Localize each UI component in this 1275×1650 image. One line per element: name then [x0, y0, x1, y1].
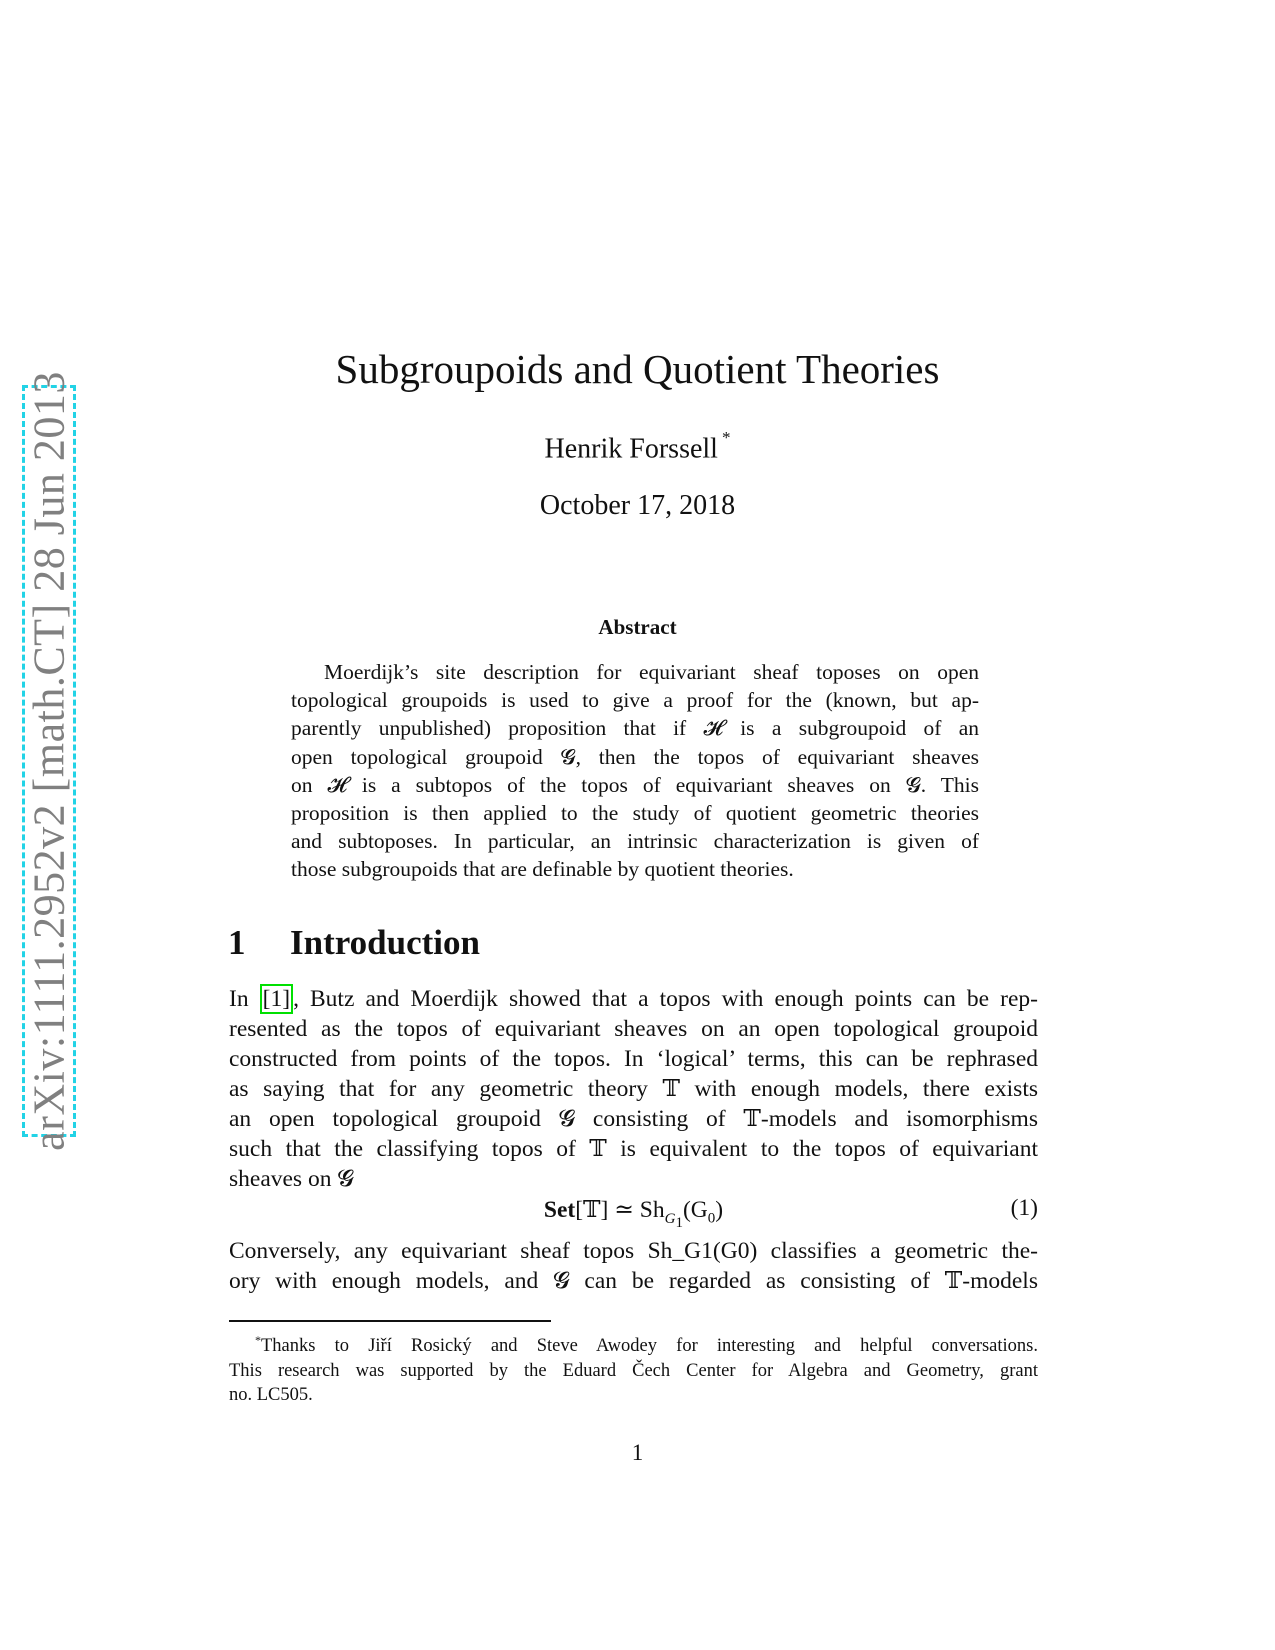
- body-line: constructed from points of the topos. In ‘logical’ terms, this can be rephrased: [229, 1046, 1038, 1072]
- body-line: Conversely, any equivariant sheaf topos Sh_G1(G0) classifies a geometric the-: [229, 1238, 1038, 1264]
- body-line: such that the classifying topos of 𝕋 is equivalent to the topos of equivariant: [229, 1136, 1038, 1162]
- body-line: ory with enough models, and 𝓖 can be regarded as consisting of 𝕋-models: [229, 1268, 1038, 1294]
- abstract-line: topological groupoids is used to give a proof for the (known, but ap-: [291, 688, 979, 713]
- intro-paragraph-continued: [229, 1236, 1038, 1296]
- abstract-line: proposition is then applied to the study of quotient geometric theories: [291, 801, 979, 826]
- abstract-line: Moerdijk’s site description for equivariant sheaf toposes on open: [324, 660, 979, 684]
- equation-number: (1): [1010, 1195, 1038, 1221]
- abstract-line: and subtoposes. In particular, an intrinsic characterization is given of: [291, 829, 979, 854]
- eq-rhs-sub: 0: [707, 1210, 716, 1227]
- intro-paragraph: [229, 984, 1038, 1194]
- abstract-line: open topological groupoid 𝓖, then the topos of equivariant sheaves: [291, 744, 979, 769]
- footnote-mark: *: [255, 1333, 261, 1347]
- body-text: , Butz and Moerdijk showed that a topos with enough points can be rep-: [293, 986, 1039, 1012]
- footnote-line: [229, 1328, 1038, 1359]
- equation-expression: [229, 1195, 1038, 1232]
- section-number: 1: [228, 923, 246, 962]
- author-footnote-mark[interactable]: *: [721, 428, 731, 447]
- body-line: resented as the topos of equivariant sheaves on an open topological groupoid: [229, 1016, 1038, 1042]
- arxiv-stamp-text: arXiv:1111.2952v2 [math.CT] 28 Jun 2013: [24, 371, 74, 1151]
- eq-rhs-close: ): [715, 1197, 724, 1223]
- eq-rhs: (G: [682, 1197, 708, 1223]
- eq-subsub: 1: [675, 1214, 683, 1231]
- section-heading: [228, 923, 480, 963]
- abstract-line: on 𝓗 is a subtopos of the topos of equivariant sheaves on 𝓖. This: [291, 772, 979, 797]
- page-number: 1: [631, 1440, 644, 1465]
- equation-1: [229, 1195, 1038, 1231]
- paper-title: Subgroupoids and Quotient Theories: [335, 346, 940, 392]
- abstract-heading: Abstract: [598, 615, 677, 639]
- author: [0, 428, 1275, 465]
- body-line: an open topological groupoid 𝓖 consisting of 𝕋-models and isomorphisms: [229, 1106, 1038, 1132]
- eq-lhs: [𝕋] ≃ Sh: [575, 1197, 665, 1223]
- footnote-line: no. LC505.: [229, 1385, 313, 1406]
- footnote-rule: [229, 1320, 551, 1322]
- citation-link[interactable]: [1]: [260, 984, 293, 1014]
- footnote: [229, 1328, 1038, 1408]
- abstract-line: parently unpublished) proposition that if 𝓗 is a subgroupoid of an: [291, 716, 979, 741]
- eq-set: Set: [543, 1197, 576, 1223]
- author-name: Henrik Forssell: [544, 433, 718, 465]
- body-line: [229, 984, 1038, 1014]
- body-line: as saying that for any geometric theory 𝕋 with enough models, there exists: [229, 1076, 1038, 1102]
- footnote-text: Thanks to Jiří Rosický and Steve Awodey for interesting and helpful conversations.: [261, 1336, 1038, 1357]
- section-title: Introduction: [290, 923, 480, 962]
- abstract-body: [291, 658, 979, 884]
- eq-sub: G: [664, 1210, 676, 1227]
- footnote-line: This research was supported by the Eduard Čech Center for Algebra and Geometry, grant: [229, 1360, 1038, 1381]
- body-line: sheaves on 𝓖: [229, 1166, 354, 1192]
- abstract-line: those subgroupoids that are definable by quotient theories.: [291, 857, 794, 882]
- body-text: In: [229, 986, 260, 1012]
- date: October 17, 2018: [539, 490, 736, 521]
